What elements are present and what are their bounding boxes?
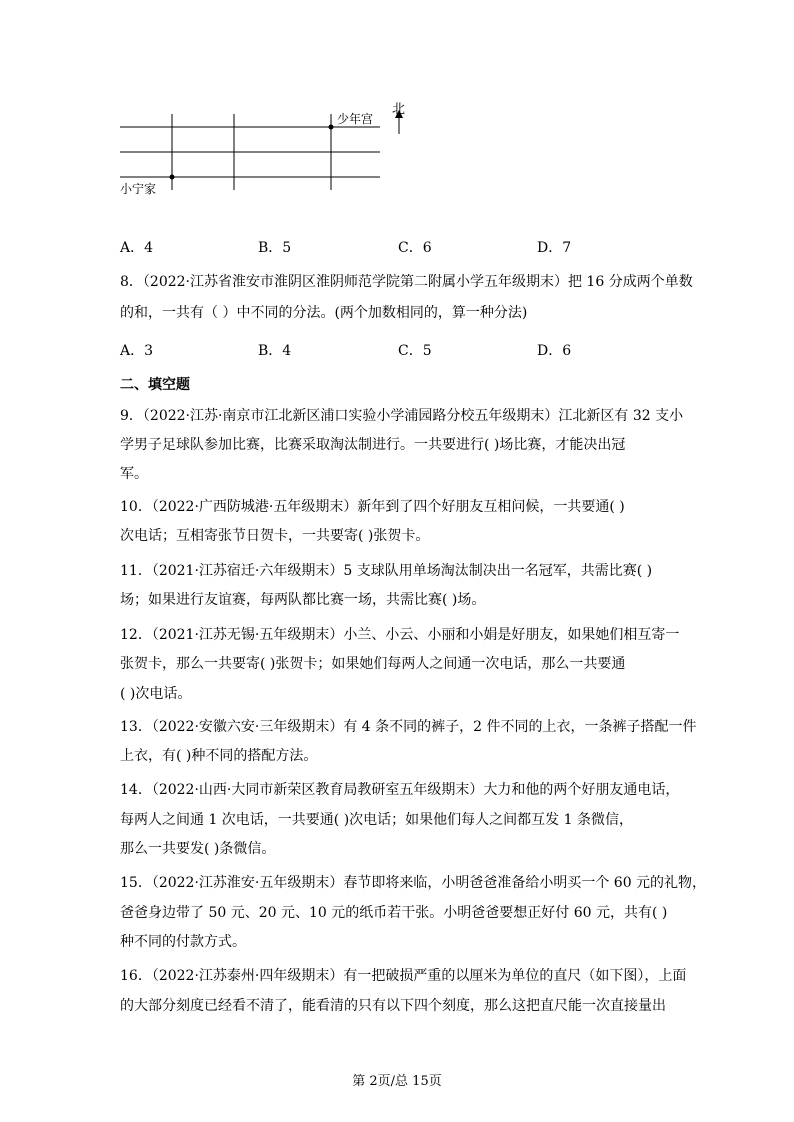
q7-option-b: B．5 bbox=[258, 240, 292, 256]
question-line: 爸爸身边带了 50 元、20 元、10 元的纸币若干张。小明爸爸要想正好付 60 元，共有( ) bbox=[120, 905, 668, 921]
question-line: 9．（2022·江苏·南京市江北新区浦口实验小学浦园路分校五年级期末）江北新区有 32 支小 bbox=[120, 408, 684, 424]
north-label: 北 bbox=[392, 102, 406, 117]
q7-option-c: C．6 bbox=[398, 240, 432, 256]
q8-line: 的和，一共有（ ）中不同的分法。(两个加数相同的，算一种分法) bbox=[120, 305, 528, 321]
q8-option-a: A．3 bbox=[120, 343, 154, 359]
q7-option-a: A．4 bbox=[120, 240, 154, 256]
q8-option-c: C．5 bbox=[398, 343, 432, 359]
home-label: 小宁家 bbox=[120, 182, 157, 196]
palace-point bbox=[329, 125, 334, 130]
question-line: 种不同的付款方式。 bbox=[120, 934, 246, 950]
question-line: 军。 bbox=[120, 466, 148, 482]
q8-line: 8．（2022·江苏省淮安市淮阴区淮阴师范学院第二附属小学五年级期末）把 16 分成两个单数 bbox=[120, 274, 693, 290]
question-line: 上衣，有( )种不同的搭配方法。 bbox=[120, 748, 318, 764]
question-line: 张贺卡，那么一共要寄( )张贺卡；如果她们每两人之间通一次电话，那么一共要通 bbox=[120, 656, 626, 672]
q8-option-b: B．4 bbox=[258, 343, 292, 359]
question-line: 11．（2021·江苏宿迁·六年级期末）5 支球队用单场淘汰制决出一名冠军，共需比赛( ) bbox=[120, 563, 653, 579]
question-line: ( )次电话。 bbox=[120, 686, 192, 702]
question-line: 16．（2022·江苏泰州·四年级期末）有一把破损严重的以厘米为单位的直尺（如下图），上面 bbox=[120, 968, 687, 984]
palace-label: 少年宫 bbox=[337, 112, 374, 126]
question-line: 13．（2022·安徽六安·三年级期末）有 4 条不同的裤子，2 件不同的上衣，一条裤子搭配一件 bbox=[120, 719, 697, 735]
question-line: 每两人之间通 1 次电话，一共要通( )次电话；如果他们每人之间都互发 1 条微信， bbox=[120, 812, 633, 828]
question-line: 的大部分刻度已经看不清了，能看清的只有以下四个刻度，那么这把直尺能一次直接量出 bbox=[120, 998, 666, 1014]
question-line: 15．（2022·江苏淮安·五年级期末）春节即将来临，小明爸爸准备给小明买一个 60 元的礼物， bbox=[120, 875, 707, 891]
question-line: 那么一共要发( )条微信。 bbox=[120, 841, 276, 857]
question-line: 12．（2021·江苏无锡·五年级期末）小兰、小云、小丽和小娟是好朋友，如果她们相互寄一 bbox=[120, 627, 680, 643]
question-line: 次电话；互相寄张节日贺卡，一共要寄( )张贺卡。 bbox=[120, 528, 430, 544]
q7-option-d: D．7 bbox=[537, 240, 572, 256]
question-line: 学男子足球队参加比赛，比赛采取淘汰制进行。一共要进行( )场比赛，才能决出冠 bbox=[120, 437, 626, 453]
page-footer: 第 2页/总 15页 bbox=[352, 1074, 442, 1089]
street-map-diagram bbox=[0, 0, 794, 240]
question-line: 10．（2022·广西防城港·五年级期末）新年到了四个好朋友互相问候，一共要通( ) bbox=[120, 499, 625, 515]
question-line: 场；如果进行友谊赛，每两队都比赛一场，共需比赛( )场。 bbox=[120, 592, 486, 608]
home-point bbox=[170, 175, 175, 180]
q8-option-d: D．6 bbox=[537, 343, 572, 359]
question-line: 14．（2022·山西·大同市新荣区教育局教研室五年级期末）大力和他的两个好朋友通电话， bbox=[120, 782, 680, 798]
section-title: 二、填空题 bbox=[120, 377, 190, 393]
